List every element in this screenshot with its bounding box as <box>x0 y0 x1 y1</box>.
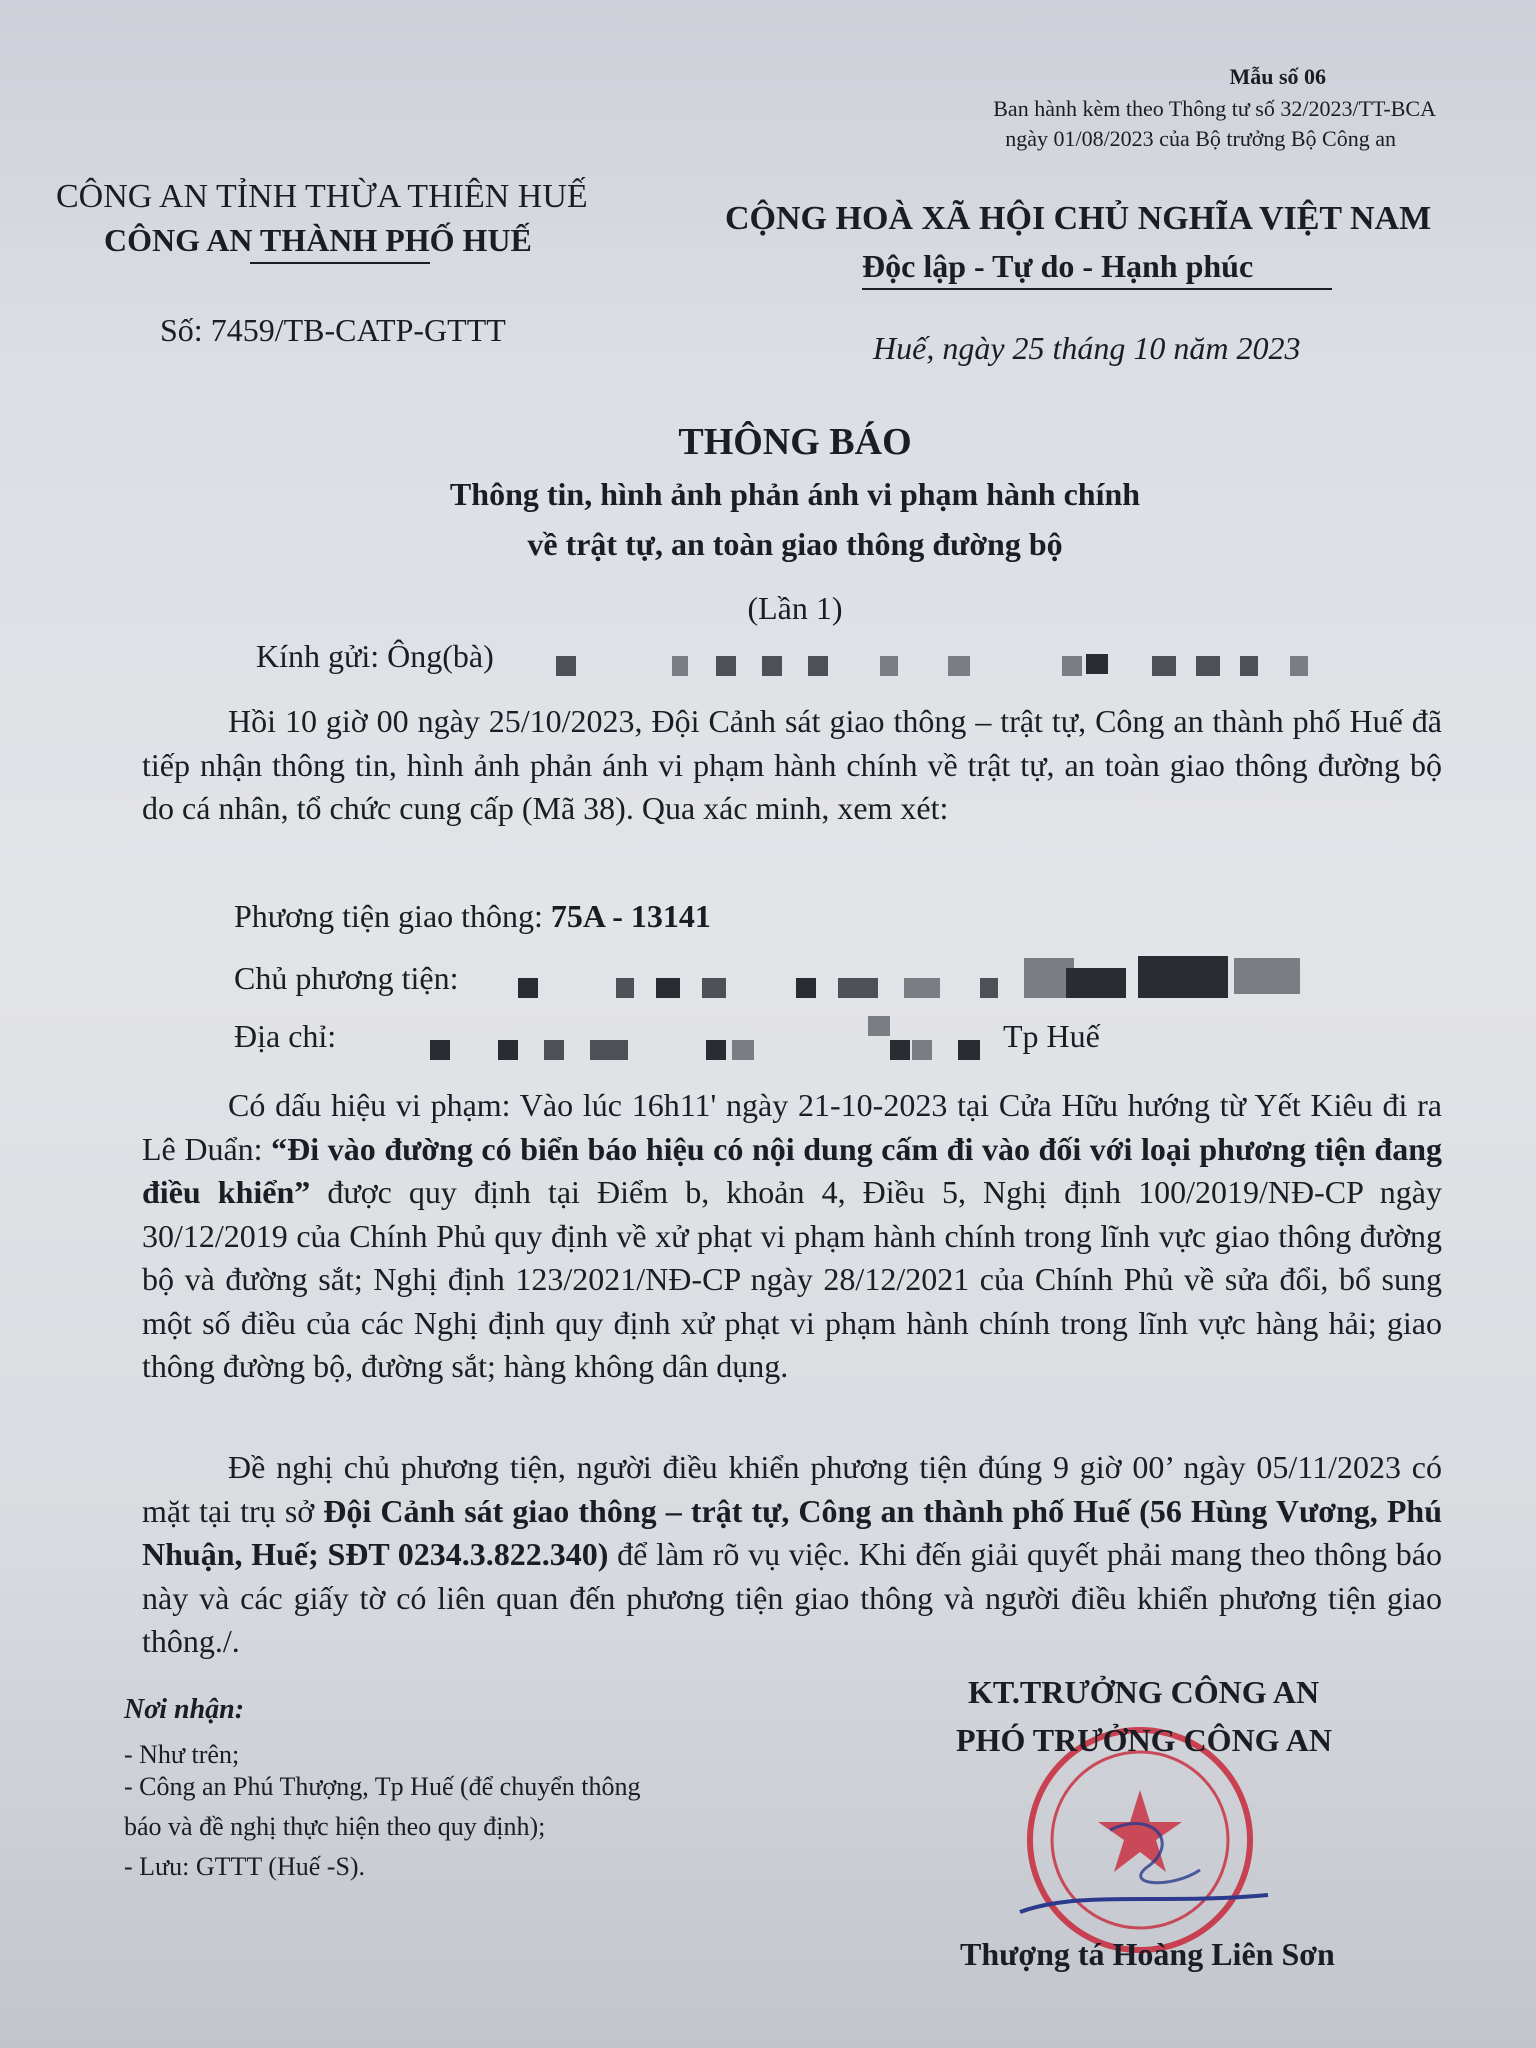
form-issued-line1: Ban hành kèm theo Thông tư số 32/2023/TT-BCA <box>993 96 1436 121</box>
redaction-block <box>904 978 940 998</box>
violation-description: “Đi vào đường có biển báo hiệu có nội dung cấm đi vào đối với loại phương tiện đang điều khiển” <box>142 1130 1443 1210</box>
address-suffix: Tp Huế <box>1003 1018 1100 1054</box>
vehicle-field <box>234 898 711 935</box>
request-text: Đề nghị chủ phương tiện, người điều khiển phương tiện đúng 9 giờ 00’ ngày 05/11/2023 có mặt tại trụ sở <box>142 1449 1442 1529</box>
agency-underline <box>250 262 430 264</box>
request-instructions: để làm rõ vụ việc. Khi đến giải quyết phải mang theo thông báo này và các giấy tờ có liên quan đến phương tiện giao thông và người điều khiển phương tiện giao thông./. <box>142 1536 1443 1659</box>
redaction-block <box>762 656 782 676</box>
redaction-block <box>958 1040 980 1060</box>
redaction-block <box>880 656 898 676</box>
motto: Độc lập - Tự do - Hạnh phúc <box>862 248 1254 284</box>
motto-underline <box>862 288 1332 290</box>
owner-label: Chủ phương tiện: <box>234 960 459 996</box>
redaction-block <box>808 656 828 676</box>
recipient-item: - Lưu: GTTT (Huế -S). <box>124 1852 366 1881</box>
request-location: Đội Cảnh sát giao thông – trật tự, Công an thành phố Huế (56 Hùng Vương, Phú Nhuận, Huế; SĐT 0234.3.822.340) <box>142 1492 1443 1572</box>
signature-title-line1: KT.TRƯỞNG CÔNG AN <box>968 1674 1320 1710</box>
redaction-block <box>518 978 538 998</box>
redaction-block <box>1196 656 1220 676</box>
redaction-block <box>656 978 680 998</box>
agency-name: CÔNG AN THÀNH PHỐ HUẾ <box>104 222 532 258</box>
redaction-block <box>430 1040 450 1060</box>
recipient-item: - Như trên; <box>124 1740 240 1769</box>
recipient-item: báo và đề nghị thực hiện theo quy định); <box>124 1812 546 1841</box>
redaction-block <box>980 978 998 998</box>
subtitle-line1: Thông tin, hình ảnh phản ánh vi phạm hành chính <box>449 476 1141 512</box>
redaction-block <box>1234 958 1300 994</box>
redaction-block <box>706 1040 726 1060</box>
recipient-item: - Công an Phú Thượng, Tp Huế (để chuyển thông <box>124 1772 641 1801</box>
address-label: Địa chỉ: <box>234 1018 337 1054</box>
vehicle-label: Phương tiện giao thông: <box>234 898 551 934</box>
document-date: Huế, ngày 25 tháng 10 năm 2023 <box>873 330 1301 366</box>
subtitle-line3: (Lần 1) <box>747 590 843 626</box>
redaction-block <box>732 1040 754 1060</box>
redaction-block <box>556 656 576 676</box>
salutation: Kính gửi: Ông(bà) <box>256 638 494 674</box>
recipients-title: Nơi nhận: <box>124 1694 245 1725</box>
form-issued-line2: ngày 01/08/2023 của Bộ trưởng Bộ Công an <box>1005 126 1396 151</box>
redaction-block <box>796 978 816 998</box>
redaction-block <box>716 656 736 676</box>
paragraph-violation <box>142 1084 1442 1389</box>
vehicle-plate: 75A - 13141 <box>550 898 711 934</box>
redaction-block <box>1086 654 1108 674</box>
redaction-block <box>838 978 878 998</box>
redaction-block <box>1066 968 1126 998</box>
nation-title: CỘNG HOÀ XÃ HỘI CHỦ NGHĨA VIỆT NAM <box>725 200 1432 237</box>
violation-legal-basis: được quy định tại Điểm b, khoản 4, Điều 5, Nghị định 100/2019/NĐ-CP ngày 30/12/2019 của Chính Phủ quy định về xử phạt vi phạm hành chính trong lĩnh vực giao thông đường bộ và đường sắt; Nghị định 123/2021/NĐ-CP ngày 28/12/2021 của Chính Phủ về sửa đổi, bổ sung một số điều của các Nghị định quy định xử phạt vi phạm hành chính trong lĩnh vực hàng hải; giao thông đường bộ, đường sắt; hàng không dân dụng. <box>142 1174 1443 1384</box>
redaction-block <box>590 1040 628 1060</box>
redaction-block <box>1062 656 1082 676</box>
redaction-block <box>498 1040 518 1060</box>
redaction-block <box>868 1016 890 1036</box>
redaction-block <box>1290 656 1308 676</box>
redaction-block <box>948 656 970 676</box>
redaction-block <box>544 1040 564 1060</box>
document-title: THÔNG BÁO <box>678 421 912 463</box>
paragraph-request <box>142 1446 1442 1664</box>
redaction-block <box>702 978 726 998</box>
redaction-block <box>616 978 634 998</box>
violation-text: Có dấu hiệu vi phạm: Vào lúc 16h11' ngày 21-10-2023 tại Cửa Hữu hướng từ Yết Kiêu đi ra Lê Duẩn: <box>142 1087 1442 1167</box>
subtitle-line2: về trật tự, an toàn giao thông đường bộ <box>527 526 1063 562</box>
redaction-block <box>912 1040 932 1060</box>
redaction-block <box>1240 656 1258 676</box>
redaction-block <box>890 1040 910 1060</box>
agency-parent: CÔNG AN TỈNH THỪA THIÊN HUẾ <box>56 178 588 215</box>
form-number: Mẫu số 06 <box>1229 64 1326 89</box>
signature-title-line2: PHÓ TRƯỞNG CÔNG AN <box>956 1722 1333 1758</box>
document-number: Số: 7459/TB-CATP-GTTT <box>160 312 506 348</box>
signer-name: Thượng tá Hoàng Liên Sơn <box>960 1936 1335 1972</box>
redaction-block <box>672 656 688 676</box>
redaction-block <box>1152 656 1176 676</box>
redaction-block <box>1138 956 1228 998</box>
paragraph-intro: Hồi 10 giờ 00 ngày 25/10/2023, Đội Cảnh sát giao thông – trật tự, Công an thành phố Huế đã tiếp nhận thông tin, hình ảnh phản ánh vi phạm hành chính về trật tự, an toàn giao thông đường bộ do cá nhân, tổ chức cung cấp (Mã 38). Qua xác minh, xem xét: <box>142 703 1442 826</box>
